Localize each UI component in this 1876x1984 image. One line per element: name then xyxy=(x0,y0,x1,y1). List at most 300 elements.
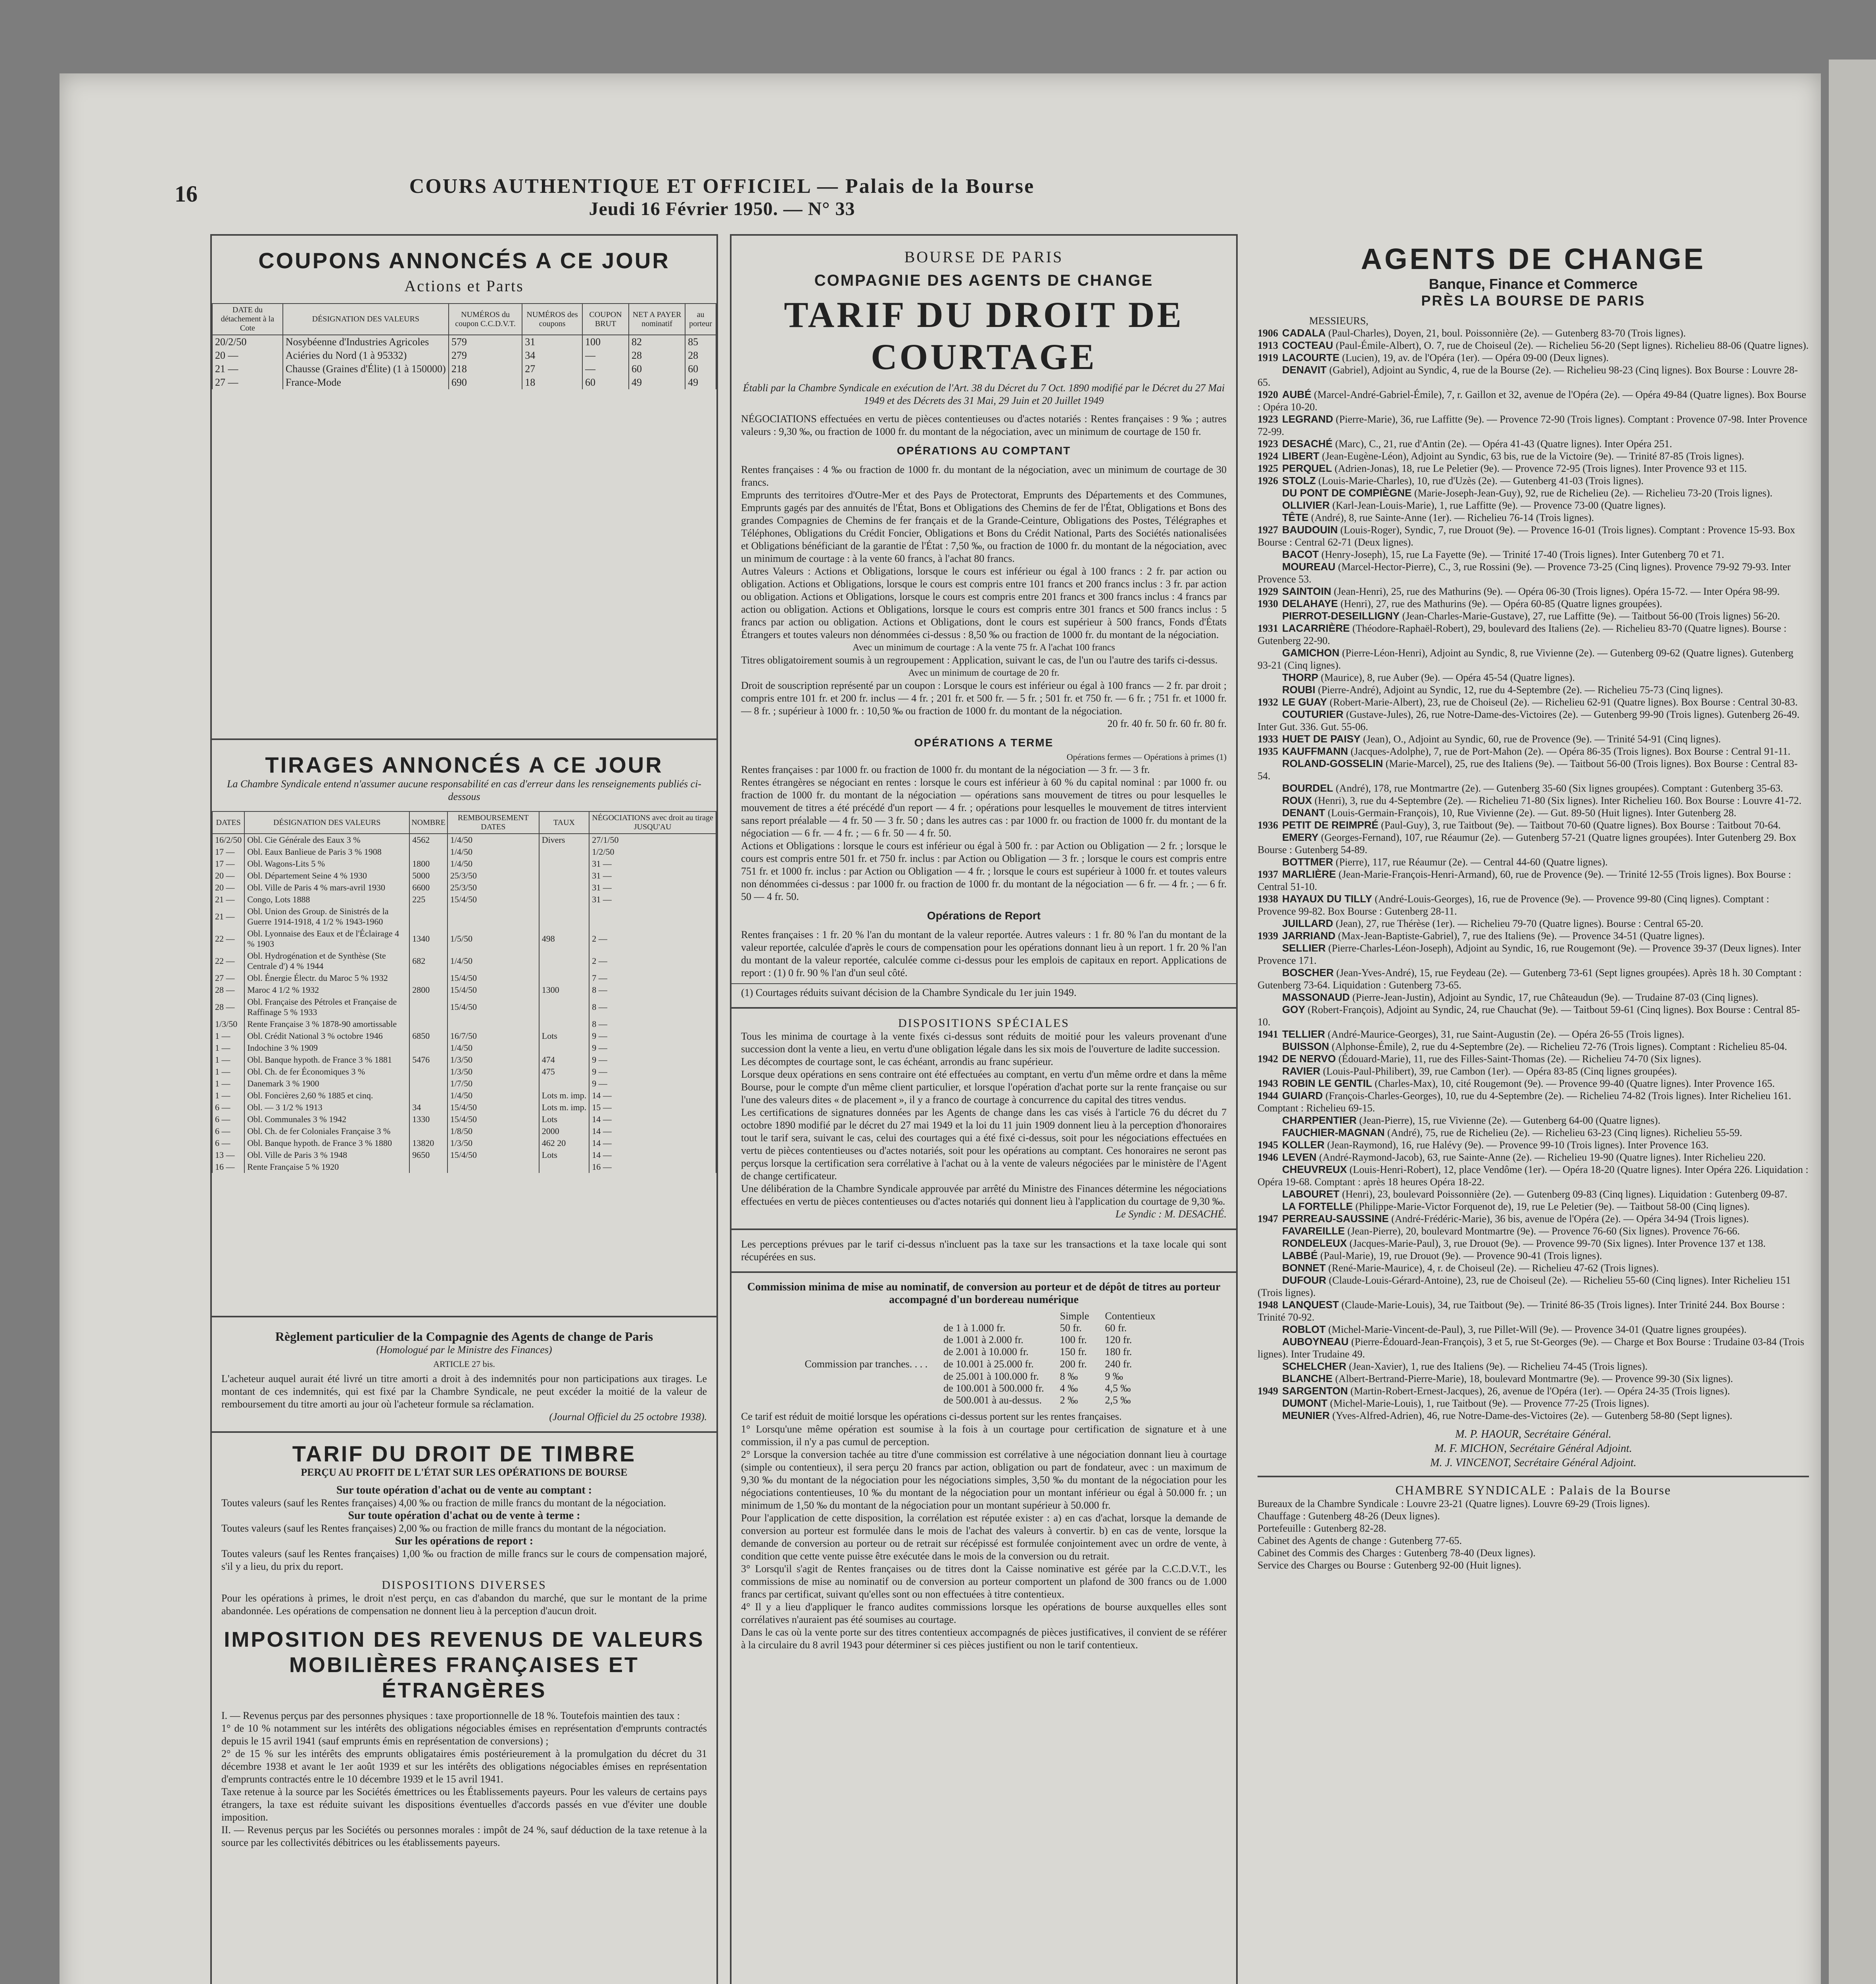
agent-details: (Pierre-Jean-Justin), Adjoint au Syndic, 17, rue Châteaudun (9e). — Trudaine 87-03 (Cinq lignes). xyxy=(1352,992,1759,1003)
table-cell: Lots xyxy=(539,1149,589,1161)
table-cell: 49 xyxy=(685,376,716,389)
table-cell: Obl. — 3 1/2 % 1913 xyxy=(244,1102,409,1113)
table-cell: 31 xyxy=(522,335,582,349)
table-cell: Aciéries du Nord (1 à 95332) xyxy=(283,349,449,362)
agents-messieurs: MESSIEURS, xyxy=(1309,315,1369,327)
table-row xyxy=(212,335,716,349)
imposition-text-4: Taxe retenue à la source par les Sociétés émettrices ou les Établissements payeurs. Pour les valeurs de certains pays étrangers, la taxe est réduite suivant les dispositions éventuelles d'accords passés en vue d'éviter une double imposition. xyxy=(221,1786,707,1823)
table-cell: 16 — xyxy=(589,1161,716,1173)
coupons-header: au porteur xyxy=(685,304,716,335)
agent-details: (Jean-Eugène-Léon), Adjoint au Syndic, 63 bis, rue de la Victoire (9e). — Trinité 87-85 (Trois lignes). xyxy=(1322,450,1744,462)
commission-label xyxy=(804,1334,935,1346)
table-row xyxy=(212,1042,716,1054)
table-cell: 49 xyxy=(629,376,685,389)
agent-entry xyxy=(1250,942,1817,967)
table-cell: 9 — xyxy=(589,1066,716,1078)
table-cell: 1/4/50 xyxy=(447,1042,539,1054)
agent-entry xyxy=(1250,511,1817,524)
tirages-header: NOMBRE xyxy=(409,811,447,834)
comptant-autres: Autres Valeurs : Actions et Obligations, lorsque le cours est inférieur ou égal à 100 francs : 2 fr. par action ou obligation. Actions et Obligations, lorsque le cours est compris entre 101 francs et 200 francs inclus : 3 fr. par action ou obligation. Actions et Obligations, lorsque le cours est compris entre 201 francs et 300 francs inclus : 4 francs par action ou obligation. Actions et Obligations, lorsque le cours est compris entre 301 francs et 500 francs inclus : 5 francs par action ou obligation. Actions et Obligations, dont le cours est supérieur à 500 francs, Fonds d'États Étrangers et toutes valeurs non dénommées ci-dessus : 8,50 ‰ ou fraction de 1000 fr. du montant de la négociation. xyxy=(741,565,1227,640)
table-cell xyxy=(539,894,589,905)
table-cell: Chausse (Graines d'Élite) (1 à 150000) xyxy=(283,362,449,376)
agent-details: (Jacques-Marie-Paul), 3, rue Drouot (9e). — Provence 99-70 (Six lignes). Inter Provence 137 et 138. xyxy=(1349,1238,1766,1249)
table-row xyxy=(212,894,716,905)
table-cell: 28 — xyxy=(212,984,244,996)
table-cell: 120 fr. xyxy=(1105,1334,1132,1346)
agent-details: (Marcel-Hector-Pierre), C., 3, rue Rossini (9e). — Provence 73-25 (Cinq lignes). Provence 79-92 79-93. Inter Provence 53. xyxy=(1258,561,1791,585)
agent-year: 1925 xyxy=(1258,463,1278,474)
agent-name: LANQUEST xyxy=(1282,1299,1339,1311)
agent-name: ROBLOT xyxy=(1282,1323,1326,1335)
terme-title: OPÉRATIONS A TERME xyxy=(914,736,1054,749)
agent-name: EMERY xyxy=(1282,831,1319,843)
agent-details: (François-Charles-Georges), 10, rue du 4-Septembre (2e). — Richelieu 74-82 (Trois lignes). Inter Richelieu 161. Comptant : Richelieu 69-15. xyxy=(1258,1090,1792,1114)
agent-details: (Jean-Henri), 25, rue des Mathurins (9e). — Opéra 06-30 (Trois lignes). Opéra 15-72. — Inter Opéra 98-99. xyxy=(1334,586,1780,597)
masthead-title: COURS AUTHENTIQUE ET OFFICIEL — Palais de la Bourse xyxy=(409,175,1035,198)
table-cell: Obl. Ch. de fer Économiques 3 % xyxy=(244,1066,409,1078)
table-cell xyxy=(447,1161,539,1173)
agent-details: (Maurice), 8, rue Auber (9e). — Opéra 45-54 (Quatre lignes). xyxy=(1321,672,1575,683)
agent-details: (Claude-Marie-Louis), 34, rue Taitbout (9e). — Trinité 86-35 (Trois lignes). Inter Trinité 244. Box Bourse : Trinité 70-92. xyxy=(1258,1299,1785,1323)
table-row xyxy=(804,1394,1163,1406)
agent-entry xyxy=(1250,733,1817,745)
table-cell xyxy=(409,996,447,1018)
table-cell: 21 — xyxy=(212,905,244,928)
table-cell: 15/4/50 xyxy=(447,1149,539,1161)
table-row xyxy=(212,858,716,870)
agent-entry xyxy=(1250,1323,1817,1336)
agent-details: (Claude-Louis-Gérard-Antoine), 23, rue de Choiseul (2e). — Richelieu 55-60 (Cinq lignes). Inter Richelieu 151 (Trois lignes). xyxy=(1258,1275,1791,1298)
table-cell: Congo, Lots 1888 xyxy=(244,894,409,905)
table-cell: 1/3/50 xyxy=(447,1054,539,1066)
agent-name: BUISSON xyxy=(1282,1040,1329,1052)
table-cell: 1 — xyxy=(212,1054,244,1066)
table-cell xyxy=(447,1018,539,1030)
coupons-header: COUPON BRUT xyxy=(582,304,629,335)
table-cell: 1 — xyxy=(212,1078,244,1090)
secretary: M. P. HAOUR, Secrétaire Général. xyxy=(1455,1428,1611,1440)
agent-details: (Paul-Charles), Doyen, 21, boul. Poissonnière (2e). — Gutenberg 83-70 (Trois lignes). xyxy=(1328,327,1686,339)
agent-entry xyxy=(1250,1385,1817,1397)
table-row xyxy=(212,1161,716,1173)
table-cell: 8 — xyxy=(589,1018,716,1030)
table-cell: 9 — xyxy=(589,1078,716,1090)
agent-year: 1920 xyxy=(1258,389,1278,400)
table-row xyxy=(212,1113,716,1125)
table-cell: 1800 xyxy=(409,858,447,870)
table-cell: 9650 xyxy=(409,1149,447,1161)
agent-entry xyxy=(1250,1188,1817,1200)
table-cell: Obl. Ch. de fer Coloniales Française 3 % xyxy=(244,1125,409,1137)
left-column xyxy=(210,234,718,1984)
comptant-title: OPÉRATIONS AU COMPTANT xyxy=(897,444,1071,457)
agent-details: (Marie-Joseph-Jean-Guy), 92, rue de Richelieu (2e). — Richelieu 73-20 (Trois lignes). xyxy=(1414,487,1773,499)
table-cell: 14 — xyxy=(589,1125,716,1137)
comptant-minimum-2: Avec un minimum de courtage de 20 fr. xyxy=(908,668,1060,678)
table-cell: 28 — xyxy=(212,996,244,1018)
agent-details: (Jacques-Adolphe), 7, rue de Port-Mahon (2e). — Opéra 86-35 (Trois lignes). Box Bourse : Central 91-11. xyxy=(1350,746,1791,757)
agent-entry xyxy=(1250,1151,1817,1163)
table-cell: 20/2/50 xyxy=(212,335,283,349)
agent-name: RAVIER xyxy=(1282,1065,1321,1077)
agent-details: (Pierre-Charles-Léon-Joseph), Adjoint au Syndic, 16, rue Rougemont (9e). — Provence 39-37 (Deux lignes). Inter Provence 171. xyxy=(1258,942,1801,966)
table-row xyxy=(212,905,716,928)
table-cell: 17 — xyxy=(212,858,244,870)
agent-name: OLLIVIER xyxy=(1282,499,1330,511)
chambre-line: Bureaux de la Chambre Syndicale : Louvre 23-21 (Quatre lignes). Louvre 69-29 (Trois lignes). xyxy=(1258,1498,1650,1509)
agent-details: (Pierre), 117, rue Réaumur (2e). — Central 44-60 (Quatre lignes). xyxy=(1336,856,1608,868)
table-row xyxy=(212,1149,716,1161)
table-cell: Obl. Wagons-Lits 5 % xyxy=(244,858,409,870)
table-cell: 14 — xyxy=(589,1137,716,1149)
agent-year: 1926 xyxy=(1258,475,1278,486)
agents-subtitle-2: PRÈS LA BOURSE DE PARIS xyxy=(1421,292,1646,309)
chambre-line: Service des Charges ou Bourse : Gutenberg 92-00 (Huit lignes). xyxy=(1258,1559,1521,1571)
souscription-amounts: 20 fr. 40 fr. 50 fr. 60 fr. 80 fr. xyxy=(1107,718,1227,729)
agent-name: BOURDEL xyxy=(1282,782,1333,794)
agent-name: AUBOYNEAU xyxy=(1282,1336,1349,1348)
agent-name: BONNET xyxy=(1282,1262,1326,1274)
agent-details: (Robert-Marie-Albert), 23, rue de Choiseul (2e). — Richelieu 62-91 (Quatre lignes). Box Bourse : Central 30-83. xyxy=(1329,696,1798,708)
speciales-2: Les décomptes de courtage sont, le cas échéant, arrondis au franc supérieur. xyxy=(741,1056,1053,1067)
agent-details: (André-Frédéric-Marie), 36 bis, avenue de l'Opéra (2e). — Opéra 34-94 (Trois lignes). xyxy=(1391,1213,1749,1225)
table-cell xyxy=(539,1161,589,1173)
divider xyxy=(732,1007,1236,1009)
table-cell: 15/4/50 xyxy=(447,894,539,905)
table-cell xyxy=(589,905,716,928)
agent-name: MARLIÈRE xyxy=(1282,868,1336,880)
agent-details: (Karl-Jean-Louis-Marie), 1, rue Laffitte (9e). — Provence 73-00 (Quatre lignes). xyxy=(1332,500,1666,511)
agent-name: CHARPENTIER xyxy=(1282,1114,1357,1126)
agent-name: FAUCHIER-MAGNAN xyxy=(1282,1127,1385,1138)
reglement-article: ARTICLE 27 bis. xyxy=(433,1359,495,1369)
table-cell: 475 xyxy=(539,1066,589,1078)
table-cell: 1/3/50 xyxy=(447,1137,539,1149)
agent-details: (Henry-Joseph), 15, rue La Fayette (9e). — Trinité 17-40 (Trois lignes). Inter Gutenberg 70 et 71. xyxy=(1321,549,1724,560)
agent-details: (Paul-Guy), 3, rue Taitbout (9e). — Taitbout 70-60 (Quatre lignes). Box Bourse : Taitbout 70-64. xyxy=(1381,819,1781,831)
coupons-subtitle: Actions et Parts xyxy=(404,277,524,295)
table-cell: 21 — xyxy=(212,362,283,376)
table-row xyxy=(212,1125,716,1137)
agent-details: (Henri), 23, boulevard Poissonnière (2e). — Gutenberg 09-83 (Cinq lignes). Liquidation : Gutenberg 09-87. xyxy=(1342,1188,1788,1200)
agent-entry xyxy=(1250,893,1817,917)
commission-label xyxy=(804,1382,935,1394)
table-cell: 60 xyxy=(685,362,716,376)
table-cell: Rente Française 3 % 1878-90 amortissable xyxy=(244,1018,409,1030)
coupons-header: NET A PAYER nominatif xyxy=(629,304,685,335)
right-column xyxy=(1250,234,1817,1984)
table-cell: 85 xyxy=(685,335,716,349)
table-cell: 200 fr. xyxy=(1060,1358,1087,1370)
table-cell: 9 — xyxy=(589,1054,716,1066)
agent-year: 1931 xyxy=(1258,623,1278,634)
table-cell: 60 xyxy=(629,362,685,376)
agent-entry xyxy=(1250,548,1817,561)
table-cell: 6600 xyxy=(409,882,447,894)
agent-entry xyxy=(1250,1274,1817,1299)
agent-details: (Louis-Roger), Syndic, 7, rue Drouot (9e). — Provence 16-01 (Trois lignes). Comptant : Provence 15-93. Box Bourse : Central 62-71 (Deux lignes). xyxy=(1258,524,1795,548)
comptant-minimum: Avec un minimum de courtage : A la vente 75 fr. A l'achat 100 francs xyxy=(853,642,1115,653)
table-cell: 27 — xyxy=(212,376,283,389)
agent-name: HAYAUX DU TILLY xyxy=(1282,893,1372,905)
agent-entry xyxy=(1250,647,1817,671)
table-cell: 9 — xyxy=(589,1042,716,1054)
agent-name: LE GUAY xyxy=(1282,696,1327,708)
agent-name: STOLZ xyxy=(1282,475,1316,486)
tarif-title: TARIF DU DROIT DE COURTAGE xyxy=(784,294,1184,377)
agent-entry xyxy=(1250,622,1817,647)
table-cell xyxy=(447,905,539,928)
agent-name: ROLAND-GOSSELIN xyxy=(1282,757,1383,769)
table-cell xyxy=(409,1161,447,1173)
table-cell: 2 ‰ xyxy=(1060,1394,1078,1406)
table-cell xyxy=(539,950,589,972)
table-cell: 1/8/50 xyxy=(447,1125,539,1137)
table-cell: 15/4/50 xyxy=(447,984,539,996)
table-cell: Obl. Crédit National 3 % octobre 1946 xyxy=(244,1030,409,1042)
report-text: Rentes françaises : 1 fr. 20 % l'an du montant de la valeur reportée. Autres valeurs : 1 fr. 80 % l'an du montant de la valeur reportée, calculée d'après le cours de compensation pour les opérations donnant lieu à un report. 1 fr. 20 % l'an du montant de la valeur reportée, calculée comme ci-dessus pour les emplois de capitaux en report. Applications de report : (1) 0 fr. 90 % l'an d'un seul côté. xyxy=(741,929,1227,979)
timbre-text-comptant: Toutes valeurs (sauf les Rentes françaises) 4,00 ‰ ou fraction de mille francs du montant de la négociation. xyxy=(221,1497,666,1509)
table-row xyxy=(212,846,716,858)
table-cell: 4 ‰ xyxy=(1060,1382,1078,1394)
agent-name: PIERROT-DESEILLIGNY xyxy=(1282,610,1400,622)
agent-name: LABBÉ xyxy=(1282,1250,1318,1261)
table-cell: 31 — xyxy=(589,894,716,905)
secretaries xyxy=(1250,1427,1817,1470)
table-cell: 7 — xyxy=(589,972,716,984)
timbre-title: TARIF DU DROIT DE TIMBRE xyxy=(292,1441,636,1466)
agent-name: ROBIN LE GENTIL xyxy=(1282,1077,1372,1089)
table-cell: 682 xyxy=(409,950,447,972)
agent-name: ROUBI xyxy=(1282,684,1315,696)
table-row xyxy=(212,950,716,972)
agent-entry xyxy=(1250,708,1817,733)
agent-name: PETIT DE REIMPRÉ xyxy=(1282,819,1379,831)
agent-name: BOSCHER xyxy=(1282,967,1334,979)
agent-details: (Philippe-Marie-Victor Forquenot de), 19, rue Le Peletier (9e). — Taitbout 58-00 (Cinq lignes). xyxy=(1355,1201,1750,1212)
table-cell: 28 xyxy=(629,349,685,362)
tarif-kicker: BOURSE DE PARIS xyxy=(904,248,1064,266)
table-cell: 25/3/50 xyxy=(447,882,539,894)
table-cell: 150 fr. xyxy=(1060,1346,1087,1357)
table-cell: 5476 xyxy=(409,1054,447,1066)
table-cell: de 500.001 à au-dessus. xyxy=(943,1394,1042,1406)
table-cell: 498 xyxy=(539,928,589,950)
table-cell: 4,5 ‰ xyxy=(1105,1382,1131,1394)
agent-details: (Max-Jean-Baptiste-Gabriel), 7, rue des Italiens (9e). — Provence 34-51 (Quatre lignes). xyxy=(1338,930,1705,942)
table-cell: Obl. Française des Pétroles et Française de Raffinage 5 % 1933 xyxy=(244,996,409,1018)
table-cell xyxy=(539,882,589,894)
agent-details: (Pierre-André), Adjoint au Syndic, 12, rue du 4-Septembre (2e). — Richelieu 75-73 (Cinq lignes). xyxy=(1318,684,1723,696)
agent-name: DE NERVO xyxy=(1282,1053,1336,1065)
table-cell: 225 xyxy=(409,894,447,905)
agent-name: SCHELCHER xyxy=(1282,1360,1346,1372)
dispositions-text: Pour les opérations à primes, le droit n'est perçu, en cas d'abandon du marché, que sur le montant de la prime abandonnée. Les opérations de compensation ne donnent lieu à la perception d'aucun droit. xyxy=(221,1592,707,1617)
agent-entry xyxy=(1250,1163,1817,1188)
table-row xyxy=(212,1090,716,1102)
agent-details: (Jean-Raymond), 16, rue Halévy (9e). — Provence 99-10 (Trois lignes). Inter Provence 163. xyxy=(1327,1139,1709,1151)
agent-name: MEUNIER xyxy=(1282,1409,1330,1421)
agent-entry xyxy=(1250,1250,1817,1262)
agent-name: LEGRAND xyxy=(1282,413,1333,425)
agent-year: 1936 xyxy=(1258,819,1278,831)
agent-name: GAMICHON xyxy=(1282,647,1340,659)
table-cell: Obl. Hydrogénation et de Synthèse (Ste Centrale d') 4 % 1944 xyxy=(244,950,409,972)
table-cell: 100 xyxy=(582,335,629,349)
table-cell: 17 — xyxy=(212,846,244,858)
reglement-section xyxy=(212,1329,716,1423)
commission-header-label xyxy=(804,1310,935,1322)
agent-name: AUBÉ xyxy=(1282,388,1311,400)
table-cell: Obl. Ville de Paris 4 % mars-avril 1930 xyxy=(244,882,409,894)
table-cell: de 100.001 à 500.000 fr. xyxy=(943,1382,1044,1394)
agent-name: LIBERT xyxy=(1282,450,1319,462)
table-row xyxy=(212,1018,716,1030)
table-cell: de 25.001 à 100.000 fr. xyxy=(943,1371,1039,1382)
agent-name: DU PONT DE COMPIÈGNE xyxy=(1282,487,1412,499)
table-row xyxy=(212,834,716,846)
agent-name: LABOURET xyxy=(1282,1188,1340,1200)
table-cell: 2800 xyxy=(409,984,447,996)
agent-year: 1935 xyxy=(1258,746,1278,757)
commission-text-1: Ce tarif est réduit de moitié lorsque les opérations ci-dessus portent sur les rentes françaises. xyxy=(741,1411,1122,1422)
agent-name: KOLLER xyxy=(1282,1139,1325,1151)
agent-entry xyxy=(1250,856,1817,868)
agent-entry xyxy=(1250,794,1817,807)
divider xyxy=(732,1271,1236,1273)
table-cell xyxy=(409,1125,447,1137)
agent-entry xyxy=(1250,967,1817,991)
commission-text-3: 2° Lorsque la conversion tachée au titre d'une commission est corrélative à une négociation donnant lieu à courtage (simple ou contentieux), il sera perçu 20 francs par action, obligation ou part de fondateur, avec : un maximum de 9,30 ‰ du montant de la négociation pour les négociations simples, 3,50 ‰ du montant de la négociation pour les négociations contentieuses, 10 ‰ du montant de la négociation pour un montant inférieur ou égal à 50.000 fr. ; un minimum de 1,50 ‰ du montant de la négociation pour un montant supérieur à 50.000 fr. xyxy=(741,1449,1227,1511)
agent-name: LEVEN xyxy=(1282,1151,1317,1163)
agent-details: (Louis-Henri-Robert), 12, place Vendôme (1er). — Opéra 18-20 (Quatre lignes). Inter Opéra 226. Liquidation : Opéra 19-68. Comptant : après 18 heures Opéra 18-22. xyxy=(1258,1164,1809,1188)
speciales-title: DISPOSITIONS SPÉCIALES xyxy=(898,1017,1070,1030)
table-cell: 1/4/50 xyxy=(447,950,539,972)
agent-details: (Yves-Alfred-Adrien), 46, rue Notre-Dame-des-Victoires (2e). — Gutenberg 58-80 (Sept lignes). xyxy=(1332,1410,1732,1421)
table-cell: 218 xyxy=(449,362,522,376)
table-cell: 15/4/50 xyxy=(447,996,539,1018)
secretary: M. J. VINCENOT, Secrétaire Général Adjoint. xyxy=(1430,1457,1636,1469)
table-row xyxy=(804,1382,1163,1394)
table-cell: France-Mode xyxy=(283,376,449,389)
agent-name: DENAVIT xyxy=(1282,364,1327,376)
middle-column xyxy=(730,234,1238,1984)
table-cell: 14 — xyxy=(589,1113,716,1125)
agent-name: RONDELEUX xyxy=(1282,1237,1347,1249)
agent-details: (Jean-Marie-François-Henri-Armand), 60, rue de Provence (9e). — Trinité 12-55 (Trois lignes). Box Bourse : Central 51-10. xyxy=(1258,869,1791,892)
table-cell: 16/7/50 xyxy=(447,1030,539,1042)
syndic-signature: Le Syndic : M. DESACHÉ. xyxy=(1115,1208,1227,1220)
agent-year: 1906 xyxy=(1258,327,1278,339)
table-cell: 1 — xyxy=(212,1042,244,1054)
imposition-text-5: II. — Revenus perçus par les Sociétés ou personnes morales : impôt de 24 %, sauf déduction de la taxe retenue à la source par les collectivités débitrices ou les établissements payeurs. xyxy=(221,1824,707,1848)
table-cell: 2 — xyxy=(589,928,716,950)
agent-year: 1937 xyxy=(1258,869,1278,880)
table-cell xyxy=(539,1078,589,1090)
agent-details: (Marc), C., 21, rue d'Antin (2e). — Opéra 41-43 (Quatre lignes). Inter Opéra 251. xyxy=(1335,438,1672,450)
agent-details: (Henri), 3, rue du 4-Septembre (2e). — Richelieu 71-80 (Six lignes). Inter Richelieu 160. Box Bourse : Louvre 41-72. xyxy=(1314,795,1802,806)
agent-name: BACOT xyxy=(1282,548,1319,560)
tarif-intro: Établi par la Chambre Syndicale en exécution de l'Art. 38 du Décret du 7 Oct. 1890 modifié par le Décret du 27 Mai 1949 et des Décrets des 31 Mai, 29 Juin et 20 Juillet 1949 xyxy=(743,382,1225,406)
table-row xyxy=(212,928,716,950)
agent-entry xyxy=(1250,745,1817,757)
agent-entry xyxy=(1250,364,1817,388)
agent-year: 1939 xyxy=(1258,930,1278,942)
agent-entry xyxy=(1250,438,1817,450)
agent-details: (André), 75, rue de Richelieu (2e). — Richelieu 63-23 (Cinq lignes). Richelieu 55-59. xyxy=(1387,1127,1742,1138)
table-cell: 1330 xyxy=(409,1113,447,1125)
divider xyxy=(1258,1476,1809,1477)
table-cell: 1/4/50 xyxy=(447,858,539,870)
table-cell: 20 — xyxy=(212,870,244,882)
table-cell: 690 xyxy=(449,376,522,389)
table-row xyxy=(212,972,716,984)
terme-etrangeres: Rentes étrangères se négociant en rentes : lorsque le cours est inférieur à 60 % du capital nominal : par 1000 fr. ou fraction de 1000 fr. du montant de la négociation — opérations sans mouvement de titres ou pour lesquelles le mouvement de titres a été précédé d'un report — 4 fr. ; opérations pour lesquelles le mouvement de titres intervient sans report préalable — 4 fr. 50 — 3 fr. 50 ; dans les autres cas : par 1000 fr. ou fraction de 1000 fr. du montant de la négociation — 6 fr. — 4 fr. ; — 6 fr. 50 — 4 fr. 50. xyxy=(741,777,1227,839)
table-cell: Danemark 3 % 1900 xyxy=(244,1078,409,1090)
timbre-heading-report: Sur les opérations de report : xyxy=(395,1535,534,1547)
agent-name: SARGENTON xyxy=(1282,1385,1348,1397)
agent-name: BOTTMER xyxy=(1282,856,1333,868)
table-cell: 1 — xyxy=(212,1030,244,1042)
agent-entry xyxy=(1250,462,1817,475)
agent-entry xyxy=(1250,1065,1817,1077)
agent-name: MOUREAU xyxy=(1282,561,1336,573)
table-cell: 82 xyxy=(629,335,685,349)
agent-year: 1941 xyxy=(1258,1029,1278,1040)
table-cell: 31 — xyxy=(589,882,716,894)
commission-table xyxy=(804,1310,1163,1406)
agent-details: (Charles-Max), 10, cité Rougemont (9e). — Provence 99-40 (Quatre lignes). Inter Provence 165. xyxy=(1375,1078,1775,1089)
commission-text-7: Dans le cas où la vente porte sur des titres contentieux accompagnés de pièces justificatives, il convient de se référer à la circulaire du 8 avril 1943 pour déterminer si ces pièces justifient ou non le tarif contentieux. xyxy=(741,1626,1227,1651)
agent-year: 1930 xyxy=(1258,598,1278,609)
table-cell: de 1.001 à 2.000 fr. xyxy=(943,1334,1023,1346)
chambre-title: CHAMBRE SYNDICALE : Palais de la Bourse xyxy=(1395,1483,1671,1497)
table-cell xyxy=(539,996,589,1018)
agent-name: BAUDOUIN xyxy=(1282,524,1338,536)
agent-entry xyxy=(1250,487,1817,499)
agent-year: 1942 xyxy=(1258,1053,1278,1065)
agent-details: (Robert-François), Adjoint au Syndic, 24, rue Chauchat (9e). — Taitbout 59-61 (Cinq lignes). Box Bourse : Central 85-10. xyxy=(1258,1004,1800,1028)
agent-details: (Louis-Paul-Philibert), 39, rue Cambon (1er). — Opéra 83-85 (Cinq lignes groupées). xyxy=(1323,1065,1677,1077)
terme-rentes: Rentes françaises : par 1000 fr. ou fraction de 1000 fr. du montant de la négociation — 3 fr. — 3 fr. xyxy=(741,764,1150,775)
agent-entry xyxy=(1250,684,1817,696)
agent-entry xyxy=(1250,991,1817,1004)
table-cell: 1 — xyxy=(212,1090,244,1102)
table-cell: Obl. Cie Générale des Eaux 3 % xyxy=(244,834,409,846)
coupons-title: COUPONS ANNONCÉS A CE JOUR xyxy=(258,248,670,273)
souscription-text: Droit de souscription représenté par un coupon : Lorsque le cours est inférieur ou égal à 100 francs — 2 fr. par droit ; compris entre 101 fr. et 200 fr. inclus — 4 fr. ; 201 fr. et 500 fr. — 5 fr. ; 501 fr. et 750 fr. — 6 fr. ; 751 fr. et 1000 fr. — 8 fr. ; supérieur à 1000 fr. : 10,50 ‰ ou fraction de 1000 fr. du montant de la négociation. xyxy=(741,680,1227,717)
agent-details: (Henri), 27, rue des Mathurins (9e). — Opéra 60-85 (Quatre lignes groupées). xyxy=(1340,598,1662,609)
table-cell: 4562 xyxy=(409,834,447,846)
table-cell: 21 — xyxy=(212,894,244,905)
agent-details: (Pierre-Marie), 36, rue Laffitte (9e). — Provence 72-90 (Trois lignes). Comptant : Provence 07-98. Inter Provence 72-99. xyxy=(1258,413,1807,437)
table-cell: Rente Française 5 % 1920 xyxy=(244,1161,409,1173)
agent-entry xyxy=(1250,1237,1817,1250)
agent-entry xyxy=(1250,930,1817,942)
agent-details: (Louis-Germain-François), 10, Rue Vivienne (2e). — Gut. 89-50 (Huit lignes). Inter Gutenberg 28. xyxy=(1327,807,1736,819)
agent-entry xyxy=(1250,450,1817,462)
table-row xyxy=(212,1054,716,1066)
table-cell: 9 ‰ xyxy=(1105,1371,1123,1382)
agent-entry xyxy=(1250,782,1817,794)
comptant-emprunts: Emprunts des territoires d'Outre-Mer et des Pays de Protectorat, Emprunts des Départements et des Communes, Emprunts gagés par des annuités de l'État, Bons et Obligations des Chemins de fer de l'État, Obligations et Bons des grandes Compagnies de Chemins de fer français et de la Grande-Ceinture, Obligations des Postes, Télégraphes et Téléphones, Obligations du Crédit Foncier, Obligations et Bons du Crédit National, Parts des Sociétés nationalisées et Obligations bénéficiant de la garantie de l'État : 7,50 ‰, ou fraction de 1000 fr. du montant de la négociation, avec un minimum de courtage : à la vente 60 francs, à l'achat 80 francs. xyxy=(741,489,1227,564)
table-cell: 13 — xyxy=(212,1149,244,1161)
reglement-subtitle: (Homologué par le Ministre des Finances) xyxy=(376,1344,552,1355)
agent-entry xyxy=(1250,819,1817,831)
table-row xyxy=(212,882,716,894)
table-row xyxy=(212,1137,716,1149)
agent-details: (Alphonse-Émile), 2, rue du 4-Septembre (2e). — Richelieu 72-76 (Trois lignes). Comptant : Richelieu 85-04. xyxy=(1331,1041,1787,1052)
